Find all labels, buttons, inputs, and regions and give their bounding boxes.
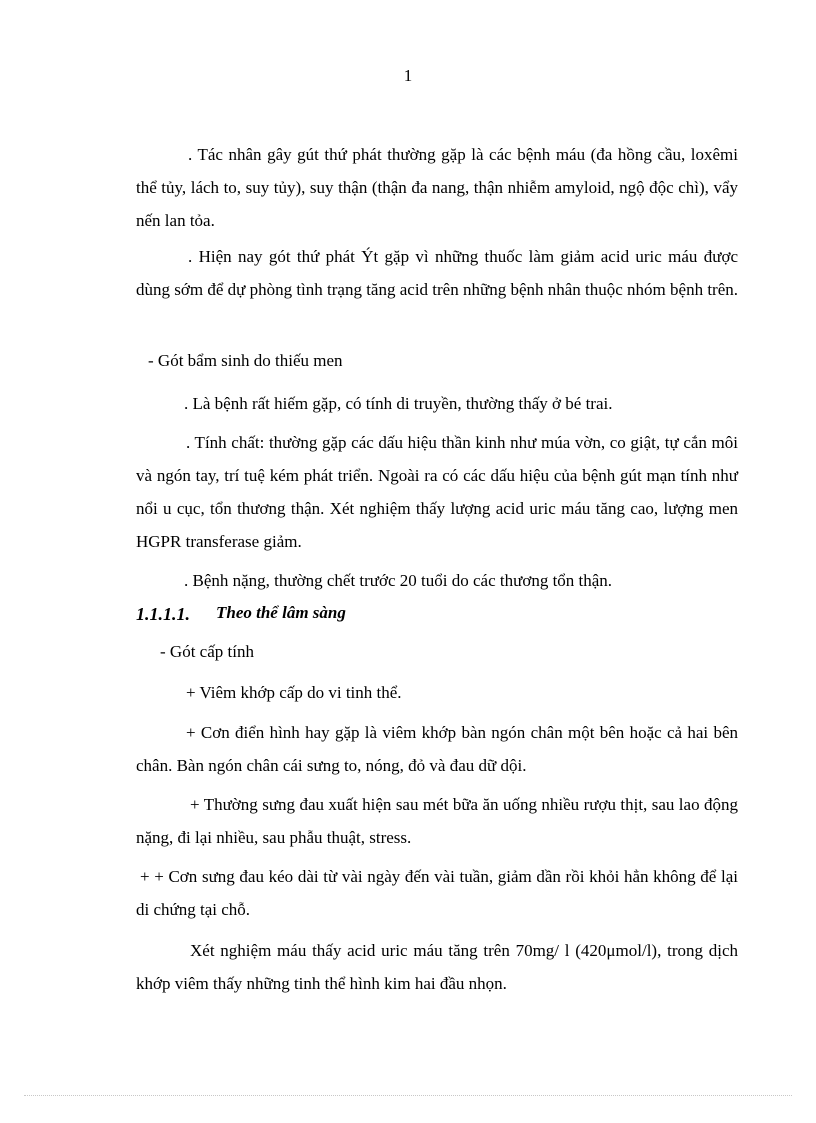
paragraph-secondary-gout-rare: . Hiện nay gót thứ phát Ýt gặp vì những thuốc làm giảm acid uric máu được dùng sớm để dự phòng tình trạng tăng acid trên những bệnh nhân thuộc nhóm bệnh trên. (136, 247, 738, 299)
section-number: 1.1.1.1. (136, 604, 190, 624)
paragraph-lab-test: Xét nghiệm máu thấy acid uric máu tăng trên 70mg/ l (420μmol/l), trong dịch khớp viêm thấy những tinh thể hình kim hai đầu nhọn. (136, 941, 738, 993)
list-item-congenital-gout: - Gót bẩm sinh do thiếu men (148, 351, 343, 370)
page-bottom-divider (24, 1095, 792, 1096)
paragraph-characteristics: . Tính chất: thường gặp các dấu hiệu thần kinh như múa vờn, co giật, tự cắn môi và ngón tay, trí tuệ kém phát triển. Ngoài ra có các dấu hiệu của bệnh gút mạn tính như nổi u cục, tổn thương thận. Xét nghiệm thấy lượng acid uric máu tăng cao, lượng men HGPR transferase giảm. (136, 433, 738, 551)
paragraph-typical-attack: + Cơn điển hình hay gặp là viêm khớp bàn ngón chân một bên hoặc cả hai bên chân. Bàn ngón chân cái sưng to, nóng, đỏ và đau dữ dội. (136, 723, 738, 775)
list-item-acute-arthritis: + Viêm khớp cấp do vi tinh thể. (186, 683, 402, 702)
paragraph-duration: + + Cơn sưng đau kéo dài từ vài ngày đến vài tuần, giảm dần rồi khỏi hẳn không để lại di chứng tại chỗ. (136, 867, 738, 919)
section-title: Theo thể lâm sàng (216, 603, 346, 622)
paragraph-triggers: + Thường sưng đau xuất hiện sau mét bữa ăn uống nhiều rượu thịt, sau lao động nặng, đi lại nhiều, sau phẫu thuật, stress. (136, 795, 738, 847)
paragraph-secondary-gout-causes: . Tác nhân gây gút thứ phát thường gặp là các bệnh máu (đa hồng cầu, loxêmi thể tủy, lách to, suy tủy), suy thận (thận đa nang, thận nhiễm amyloid, ngộ độc chì), vẩy nến lan tỏa. (136, 145, 738, 230)
page-number: 1 (403, 66, 413, 85)
list-item-acute-gout: - Gót cấp tính (160, 642, 254, 661)
paragraph-rare-hereditary: . Là bệnh rất hiếm gặp, có tính di truyền, thường thấy ở bé trai. (184, 394, 613, 413)
paragraph-severity: . Bệnh nặng, thường chết trước 20 tuổi do các thương tổn thận. (184, 571, 613, 590)
